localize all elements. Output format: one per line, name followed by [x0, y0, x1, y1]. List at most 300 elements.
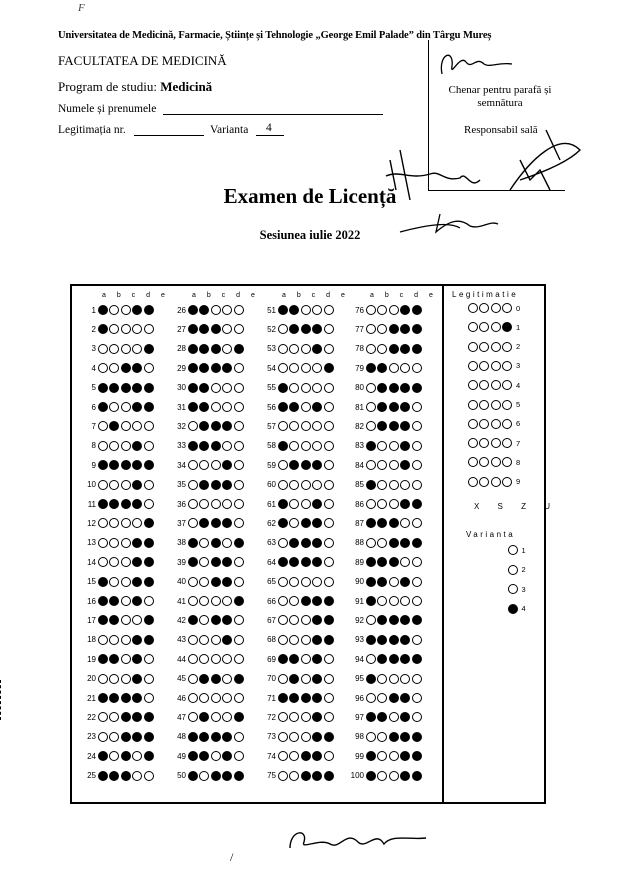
- answer-bubble[interactable]: [132, 577, 142, 587]
- answer-bubble[interactable]: [199, 344, 209, 354]
- answer-bubble[interactable]: [289, 324, 299, 334]
- id-bubble[interactable]: [502, 457, 512, 467]
- answer-bubble[interactable]: [234, 441, 244, 451]
- answer-bubble[interactable]: [234, 615, 244, 625]
- answer-bubble[interactable]: [144, 577, 154, 587]
- answer-bubble[interactable]: [377, 654, 387, 664]
- answer-bubble[interactable]: [188, 538, 198, 548]
- answer-bubble[interactable]: [324, 771, 334, 781]
- answer-bubble[interactable]: [144, 596, 154, 606]
- answer-bubble[interactable]: [412, 480, 422, 490]
- answer-bubble[interactable]: [324, 712, 334, 722]
- answer-bubble[interactable]: [289, 538, 299, 548]
- answer-bubble[interactable]: [289, 732, 299, 742]
- answer-bubble[interactable]: [412, 577, 422, 587]
- id-bubble[interactable]: [502, 322, 512, 332]
- answer-bubble[interactable]: [234, 693, 244, 703]
- answer-bubble[interactable]: [412, 421, 422, 431]
- answer-bubble[interactable]: [234, 460, 244, 470]
- answer-bubble[interactable]: [211, 363, 221, 373]
- answer-bubble[interactable]: [301, 324, 311, 334]
- answer-bubble[interactable]: [278, 344, 288, 354]
- answer-bubble[interactable]: [188, 712, 198, 722]
- answer-bubble[interactable]: [278, 421, 288, 431]
- answer-bubble[interactable]: [412, 693, 422, 703]
- answer-bubble[interactable]: [188, 441, 198, 451]
- answer-bubble[interactable]: [289, 596, 299, 606]
- answer-bubble[interactable]: [389, 460, 399, 470]
- answer-bubble[interactable]: [301, 577, 311, 587]
- answer-bubble[interactable]: [324, 518, 334, 528]
- answer-bubble[interactable]: [144, 635, 154, 645]
- answer-bubble[interactable]: [98, 557, 108, 567]
- answer-bubble[interactable]: [324, 402, 334, 412]
- answer-bubble[interactable]: [98, 635, 108, 645]
- answer-bubble[interactable]: [144, 518, 154, 528]
- answer-bubble[interactable]: [389, 596, 399, 606]
- answer-bubble[interactable]: [188, 344, 198, 354]
- id-bubble[interactable]: [479, 457, 489, 467]
- answer-bubble[interactable]: [211, 732, 221, 742]
- answer-bubble[interactable]: [366, 654, 376, 664]
- answer-bubble[interactable]: [234, 324, 244, 334]
- answer-bubble[interactable]: [144, 441, 154, 451]
- answer-bubble[interactable]: [400, 693, 410, 703]
- answer-bubble[interactable]: [121, 518, 131, 528]
- id-bubble[interactable]: [491, 400, 501, 410]
- answer-bubble[interactable]: [188, 557, 198, 567]
- answer-bubble[interactable]: [144, 421, 154, 431]
- answer-bubble[interactable]: [188, 480, 198, 490]
- answer-bubble[interactable]: [211, 305, 221, 315]
- answer-bubble[interactable]: [289, 577, 299, 587]
- answer-bubble[interactable]: [98, 751, 108, 761]
- answer-bubble[interactable]: [400, 557, 410, 567]
- answer-bubble[interactable]: [222, 460, 232, 470]
- answer-bubble[interactable]: [222, 363, 232, 373]
- answer-bubble[interactable]: [377, 751, 387, 761]
- answer-bubble[interactable]: [199, 771, 209, 781]
- answer-bubble[interactable]: [278, 518, 288, 528]
- answer-bubble[interactable]: [211, 635, 221, 645]
- answer-bubble[interactable]: [234, 771, 244, 781]
- answer-bubble[interactable]: [389, 480, 399, 490]
- answer-bubble[interactable]: [234, 654, 244, 664]
- answer-bubble[interactable]: [278, 654, 288, 664]
- id-bubble[interactable]: [502, 361, 512, 371]
- answer-bubble[interactable]: [412, 557, 422, 567]
- answer-bubble[interactable]: [289, 771, 299, 781]
- answer-bubble[interactable]: [132, 635, 142, 645]
- answer-bubble[interactable]: [324, 751, 334, 761]
- answer-bubble[interactable]: [222, 538, 232, 548]
- answer-bubble[interactable]: [98, 615, 108, 625]
- answer-bubble[interactable]: [234, 305, 244, 315]
- id-bubble[interactable]: [491, 477, 501, 487]
- answer-bubble[interactable]: [144, 324, 154, 334]
- answer-bubble[interactable]: [289, 363, 299, 373]
- answer-bubble[interactable]: [109, 421, 119, 431]
- answer-bubble[interactable]: [312, 751, 322, 761]
- answer-bubble[interactable]: [188, 577, 198, 587]
- answer-bubble[interactable]: [312, 557, 322, 567]
- answer-bubble[interactable]: [132, 402, 142, 412]
- answer-bubble[interactable]: [199, 538, 209, 548]
- answer-bubble[interactable]: [301, 344, 311, 354]
- answer-bubble[interactable]: [389, 344, 399, 354]
- answer-bubble[interactable]: [132, 460, 142, 470]
- answer-bubble[interactable]: [301, 441, 311, 451]
- answer-bubble[interactable]: [324, 383, 334, 393]
- answer-bubble[interactable]: [366, 518, 376, 528]
- answer-bubble[interactable]: [211, 383, 221, 393]
- answer-bubble[interactable]: [278, 577, 288, 587]
- answer-bubble[interactable]: [211, 577, 221, 587]
- id-bubble[interactable]: [468, 477, 478, 487]
- answer-bubble[interactable]: [312, 654, 322, 664]
- answer-bubble[interactable]: [222, 518, 232, 528]
- answer-bubble[interactable]: [312, 344, 322, 354]
- answer-bubble[interactable]: [301, 615, 311, 625]
- answer-bubble[interactable]: [199, 499, 209, 509]
- answer-bubble[interactable]: [234, 751, 244, 761]
- answer-bubble[interactable]: [132, 654, 142, 664]
- answer-bubble[interactable]: [389, 518, 399, 528]
- answer-bubble[interactable]: [312, 441, 322, 451]
- answer-bubble[interactable]: [366, 383, 376, 393]
- answer-bubble[interactable]: [234, 596, 244, 606]
- answer-bubble[interactable]: [144, 615, 154, 625]
- answer-bubble[interactable]: [278, 305, 288, 315]
- answer-bubble[interactable]: [278, 732, 288, 742]
- id-bubble[interactable]: [502, 477, 512, 487]
- answer-bubble[interactable]: [389, 499, 399, 509]
- answer-bubble[interactable]: [199, 363, 209, 373]
- id-bubble[interactable]: [468, 419, 478, 429]
- answer-bubble[interactable]: [400, 654, 410, 664]
- id-bubble[interactable]: [479, 342, 489, 352]
- answer-bubble[interactable]: [234, 557, 244, 567]
- answer-bubble[interactable]: [211, 518, 221, 528]
- answer-bubble[interactable]: [412, 674, 422, 684]
- answer-bubble[interactable]: [132, 518, 142, 528]
- id-bubble[interactable]: [502, 342, 512, 352]
- answer-bubble[interactable]: [366, 615, 376, 625]
- answer-bubble[interactable]: [400, 460, 410, 470]
- answer-bubble[interactable]: [412, 712, 422, 722]
- answer-bubble[interactable]: [222, 693, 232, 703]
- answer-bubble[interactable]: [121, 635, 131, 645]
- answer-bubble[interactable]: [324, 421, 334, 431]
- answer-bubble[interactable]: [132, 499, 142, 509]
- answer-bubble[interactable]: [121, 421, 131, 431]
- answer-bubble[interactable]: [98, 460, 108, 470]
- answer-bubble[interactable]: [312, 402, 322, 412]
- variant-field[interactable]: [256, 135, 284, 136]
- answer-bubble[interactable]: [412, 654, 422, 664]
- id-bubble[interactable]: [468, 438, 478, 448]
- answer-bubble[interactable]: [389, 635, 399, 645]
- answer-bubble[interactable]: [389, 402, 399, 412]
- answer-bubble[interactable]: [389, 654, 399, 664]
- answer-bubble[interactable]: [289, 499, 299, 509]
- answer-bubble[interactable]: [301, 518, 311, 528]
- answer-bubble[interactable]: [278, 460, 288, 470]
- id-bubble[interactable]: [468, 342, 478, 352]
- answer-bubble[interactable]: [301, 693, 311, 703]
- answer-bubble[interactable]: [324, 596, 334, 606]
- answer-bubble[interactable]: [377, 596, 387, 606]
- answer-bubble[interactable]: [121, 344, 131, 354]
- variant-bubble[interactable]: [508, 604, 518, 614]
- answer-bubble[interactable]: [188, 615, 198, 625]
- id-bubble[interactable]: [491, 419, 501, 429]
- answer-bubble[interactable]: [121, 712, 131, 722]
- answer-bubble[interactable]: [366, 460, 376, 470]
- answer-bubble[interactable]: [400, 674, 410, 684]
- answer-bubble[interactable]: [234, 538, 244, 548]
- answer-bubble[interactable]: [234, 674, 244, 684]
- answer-bubble[interactable]: [222, 654, 232, 664]
- answer-bubble[interactable]: [98, 596, 108, 606]
- answer-bubble[interactable]: [366, 674, 376, 684]
- answer-bubble[interactable]: [278, 771, 288, 781]
- answer-bubble[interactable]: [366, 421, 376, 431]
- answer-bubble[interactable]: [289, 654, 299, 664]
- answer-bubble[interactable]: [199, 615, 209, 625]
- answer-bubble[interactable]: [312, 577, 322, 587]
- answer-bubble[interactable]: [109, 460, 119, 470]
- answer-bubble[interactable]: [377, 693, 387, 703]
- answer-bubble[interactable]: [109, 771, 119, 781]
- answer-bubble[interactable]: [109, 732, 119, 742]
- answer-bubble[interactable]: [211, 324, 221, 334]
- answer-bubble[interactable]: [412, 538, 422, 548]
- answer-bubble[interactable]: [211, 460, 221, 470]
- id-bubble[interactable]: [479, 419, 489, 429]
- answer-bubble[interactable]: [199, 712, 209, 722]
- name-field[interactable]: [163, 114, 383, 115]
- answer-bubble[interactable]: [98, 402, 108, 412]
- answer-bubble[interactable]: [109, 693, 119, 703]
- answer-bubble[interactable]: [144, 499, 154, 509]
- answer-bubble[interactable]: [278, 480, 288, 490]
- answer-bubble[interactable]: [289, 635, 299, 645]
- answer-bubble[interactable]: [199, 557, 209, 567]
- answer-bubble[interactable]: [234, 480, 244, 490]
- answer-bubble[interactable]: [312, 693, 322, 703]
- answer-bubble[interactable]: [109, 305, 119, 315]
- answer-bubble[interactable]: [377, 557, 387, 567]
- answer-bubble[interactable]: [289, 615, 299, 625]
- answer-bubble[interactable]: [301, 751, 311, 761]
- id-bubble[interactable]: [502, 438, 512, 448]
- answer-bubble[interactable]: [377, 635, 387, 645]
- answer-bubble[interactable]: [301, 674, 311, 684]
- id-bubble[interactable]: [468, 361, 478, 371]
- answer-bubble[interactable]: [400, 635, 410, 645]
- answer-bubble[interactable]: [377, 712, 387, 722]
- answer-bubble[interactable]: [324, 635, 334, 645]
- answer-bubble[interactable]: [121, 383, 131, 393]
- answer-bubble[interactable]: [389, 693, 399, 703]
- answer-bubble[interactable]: [132, 441, 142, 451]
- answer-bubble[interactable]: [109, 363, 119, 373]
- id-bubble[interactable]: [468, 380, 478, 390]
- answer-bubble[interactable]: [301, 596, 311, 606]
- answer-bubble[interactable]: [324, 363, 334, 373]
- answer-bubble[interactable]: [121, 577, 131, 587]
- answer-bubble[interactable]: [289, 557, 299, 567]
- answer-bubble[interactable]: [377, 344, 387, 354]
- answer-bubble[interactable]: [301, 460, 311, 470]
- answer-bubble[interactable]: [109, 480, 119, 490]
- answer-bubble[interactable]: [109, 751, 119, 761]
- answer-bubble[interactable]: [222, 421, 232, 431]
- answer-bubble[interactable]: [301, 771, 311, 781]
- answer-bubble[interactable]: [222, 441, 232, 451]
- answer-bubble[interactable]: [211, 441, 221, 451]
- answer-bubble[interactable]: [121, 596, 131, 606]
- answer-bubble[interactable]: [312, 732, 322, 742]
- answer-bubble[interactable]: [121, 324, 131, 334]
- answer-bubble[interactable]: [400, 421, 410, 431]
- answer-bubble[interactable]: [109, 538, 119, 548]
- answer-bubble[interactable]: [98, 771, 108, 781]
- answer-bubble[interactable]: [312, 305, 322, 315]
- answer-bubble[interactable]: [222, 344, 232, 354]
- answer-bubble[interactable]: [222, 480, 232, 490]
- answer-bubble[interactable]: [377, 518, 387, 528]
- answer-bubble[interactable]: [400, 732, 410, 742]
- answer-bubble[interactable]: [400, 577, 410, 587]
- answer-bubble[interactable]: [400, 518, 410, 528]
- answer-bubble[interactable]: [98, 480, 108, 490]
- answer-bubble[interactable]: [366, 596, 376, 606]
- id-bubble[interactable]: [479, 303, 489, 313]
- answer-bubble[interactable]: [324, 441, 334, 451]
- answer-bubble[interactable]: [121, 674, 131, 684]
- answer-bubble[interactable]: [366, 557, 376, 567]
- answer-bubble[interactable]: [132, 344, 142, 354]
- answer-bubble[interactable]: [144, 538, 154, 548]
- answer-bubble[interactable]: [234, 383, 244, 393]
- answer-bubble[interactable]: [211, 771, 221, 781]
- answer-bubble[interactable]: [188, 674, 198, 684]
- answer-bubble[interactable]: [377, 538, 387, 548]
- answer-bubble[interactable]: [366, 480, 376, 490]
- answer-bubble[interactable]: [412, 732, 422, 742]
- answer-bubble[interactable]: [144, 693, 154, 703]
- answer-bubble[interactable]: [188, 771, 198, 781]
- answer-bubble[interactable]: [109, 499, 119, 509]
- answer-bubble[interactable]: [121, 538, 131, 548]
- answer-bubble[interactable]: [400, 712, 410, 722]
- answer-bubble[interactable]: [144, 383, 154, 393]
- answer-bubble[interactable]: [366, 635, 376, 645]
- answer-bubble[interactable]: [121, 305, 131, 315]
- answer-bubble[interactable]: [278, 751, 288, 761]
- id-bubble[interactable]: [491, 438, 501, 448]
- answer-bubble[interactable]: [222, 771, 232, 781]
- answer-bubble[interactable]: [412, 441, 422, 451]
- answer-bubble[interactable]: [400, 441, 410, 451]
- answer-bubble[interactable]: [412, 771, 422, 781]
- answer-bubble[interactable]: [132, 712, 142, 722]
- answer-bubble[interactable]: [278, 635, 288, 645]
- answer-bubble[interactable]: [377, 499, 387, 509]
- answer-bubble[interactable]: [199, 654, 209, 664]
- answer-bubble[interactable]: [312, 615, 322, 625]
- answer-bubble[interactable]: [289, 402, 299, 412]
- answer-bubble[interactable]: [144, 344, 154, 354]
- id-bubble[interactable]: [479, 361, 489, 371]
- answer-bubble[interactable]: [234, 577, 244, 587]
- answer-bubble[interactable]: [132, 771, 142, 781]
- answer-bubble[interactable]: [377, 674, 387, 684]
- answer-bubble[interactable]: [98, 712, 108, 722]
- answer-bubble[interactable]: [366, 538, 376, 548]
- answer-bubble[interactable]: [132, 480, 142, 490]
- answer-bubble[interactable]: [312, 596, 322, 606]
- answer-bubble[interactable]: [188, 324, 198, 334]
- answer-bubble[interactable]: [98, 674, 108, 684]
- answer-bubble[interactable]: [211, 402, 221, 412]
- answer-bubble[interactable]: [412, 363, 422, 373]
- answer-bubble[interactable]: [389, 712, 399, 722]
- id-bubble[interactable]: [468, 457, 478, 467]
- answer-bubble[interactable]: [289, 693, 299, 703]
- answer-bubble[interactable]: [188, 635, 198, 645]
- answer-bubble[interactable]: [400, 344, 410, 354]
- answer-bubble[interactable]: [98, 538, 108, 548]
- answer-bubble[interactable]: [121, 771, 131, 781]
- answer-bubble[interactable]: [222, 324, 232, 334]
- answer-bubble[interactable]: [144, 557, 154, 567]
- answer-bubble[interactable]: [389, 324, 399, 334]
- answer-bubble[interactable]: [188, 518, 198, 528]
- answer-bubble[interactable]: [289, 460, 299, 470]
- answer-bubble[interactable]: [389, 732, 399, 742]
- answer-bubble[interactable]: [144, 732, 154, 742]
- answer-bubble[interactable]: [312, 421, 322, 431]
- answer-bubble[interactable]: [98, 363, 108, 373]
- answer-bubble[interactable]: [312, 324, 322, 334]
- answer-bubble[interactable]: [199, 480, 209, 490]
- id-field[interactable]: [134, 135, 204, 136]
- answer-bubble[interactable]: [324, 538, 334, 548]
- answer-bubble[interactable]: [278, 557, 288, 567]
- answer-bubble[interactable]: [199, 596, 209, 606]
- answer-bubble[interactable]: [400, 751, 410, 761]
- answer-bubble[interactable]: [109, 402, 119, 412]
- variant-bubble[interactable]: [508, 545, 518, 555]
- answer-bubble[interactable]: [199, 324, 209, 334]
- answer-bubble[interactable]: [98, 441, 108, 451]
- answer-bubble[interactable]: [144, 480, 154, 490]
- answer-bubble[interactable]: [132, 615, 142, 625]
- answer-bubble[interactable]: [400, 305, 410, 315]
- answer-bubble[interactable]: [144, 751, 154, 761]
- answer-bubble[interactable]: [199, 305, 209, 315]
- answer-bubble[interactable]: [132, 383, 142, 393]
- answer-bubble[interactable]: [98, 499, 108, 509]
- id-bubble[interactable]: [502, 400, 512, 410]
- answer-bubble[interactable]: [109, 557, 119, 567]
- id-bubble[interactable]: [479, 322, 489, 332]
- answer-bubble[interactable]: [366, 363, 376, 373]
- answer-bubble[interactable]: [121, 402, 131, 412]
